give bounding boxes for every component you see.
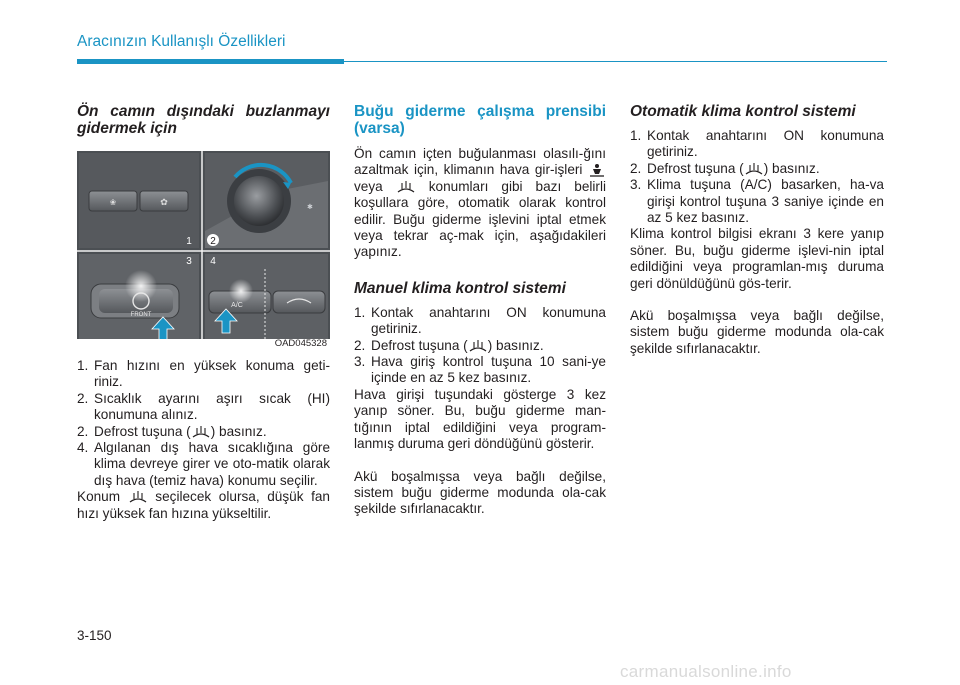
climate-panel-figure bbox=[77, 151, 330, 351]
list-item: 3. Hava giriş kontrol tuşuna 10 sani-ye içinde en az 5 kez basınız. bbox=[354, 354, 606, 386]
column-1-list bbox=[77, 358, 330, 522]
list-item: 2. Sıcaklık ayarını aşırı sıcak (HI) konumuna alınız. bbox=[77, 390, 330, 423]
svg-text:❀: ❀ bbox=[109, 198, 117, 207]
section-header: Aracınızın Kullanışlı Özellikleri bbox=[77, 33, 286, 50]
subheading-manual: Manuel klima kontrol sistemi bbox=[354, 279, 566, 297]
list-item: 1. Fan hızını en yüksek konuma geti-riniz. bbox=[77, 358, 330, 390]
defrost-icon bbox=[191, 425, 211, 440]
header-rule-thick bbox=[77, 59, 344, 64]
defrost-icon bbox=[396, 180, 416, 195]
climate-panel-illustration bbox=[77, 151, 330, 351]
defrost-icon bbox=[744, 162, 764, 177]
figure-caption-area bbox=[77, 339, 330, 353]
svg-text:2: 2 bbox=[210, 236, 216, 247]
column-2 bbox=[354, 103, 606, 518]
heading-defrost-outside: Ön camın dışındaki buzlanmayı gidermek için bbox=[77, 103, 330, 137]
paragraph: Akü boşalmışsa veya bağlı değilse, sistem buğu giderme modunda ola-cak şekilde sıfırlanacaktır. bbox=[630, 308, 884, 356]
defrost-icon bbox=[128, 490, 148, 505]
ac-button-label: A/C bbox=[231, 302, 243, 309]
column-3 bbox=[630, 103, 884, 357]
heading-auto-climate: Otomatik klima kontrol sistemi bbox=[630, 103, 856, 120]
header-rule-thin bbox=[344, 61, 887, 62]
list-item: 3. Klima tuşuna (A/C) basarken, ha-va girişi kontrol tuşuna 3 saniye içinde en az 5 kez basınız. bbox=[630, 177, 884, 226]
svg-text:✱: ✱ bbox=[307, 204, 313, 211]
list-item: 1. Kontak anahtarını ON konumuna getiriniz. bbox=[630, 128, 884, 160]
list-item: 2. Defrost tuşuna ( ) basınız. bbox=[354, 337, 544, 353]
figure-code: OAD045328 bbox=[274, 338, 327, 349]
page-number: 3-150 bbox=[77, 628, 112, 643]
front-button-label: FRONT bbox=[130, 312, 152, 318]
watermark: carmanualsonline.info bbox=[620, 662, 792, 681]
svg-text:3: 3 bbox=[186, 256, 192, 267]
paragraph: Ön camın içten buğulanması olasılı-ğını azaltmak için, klimanın hava gir-işleri veya konumları gibi bazı belirli koşullara göre, otomatik olarak kontrol edilir. Buğu giderme işlevini iptal etmek veya tekrar aç-mak için, aşağıdakileri yapınız. bbox=[354, 146, 606, 260]
svg-text:1: 1 bbox=[186, 236, 192, 247]
svg-text:✿: ✿ bbox=[160, 197, 168, 207]
paragraph: Konum seçilecek olursa, düşük fan hızı yüksek fan hızına yükseltilir. bbox=[77, 489, 330, 521]
heading-defog-logic: Buğu giderme çalışma prensibi (varsa) bbox=[354, 103, 606, 137]
paragraph: Akü boşalmışsa veya bağlı değilse, sistem buğu giderme modunda ola-cak şekilde sıfırlanacaktır. bbox=[354, 468, 606, 517]
list-item: 2. Defrost tuşuna ( ) basınız. bbox=[77, 423, 267, 439]
list-item: 2. Defrost tuşuna ( ) basınız. bbox=[630, 160, 820, 176]
list-item: 1. Kontak anahtarını ON konumuna getiriniz. bbox=[354, 304, 606, 337]
paragraph: Klima kontrol bilgisi ekranı 3 kere yanıp söner. Bu, buğu giderme işlevi-nin iptal edildiğini veya programlan-mış duruma geri dönüldüğünü gös-terir. bbox=[630, 226, 884, 291]
paragraph: Hava girişi tuşundaki gösterge 3 kez yanıp söner. Bu, buğu giderme man-tığının iptal edildiğini veya program-lanmış duruma geri döndüğünü gösterir. bbox=[354, 386, 606, 452]
svg-text:4: 4 bbox=[210, 256, 216, 267]
list-item: 4. Algılanan dış hava sıcaklığına göre klima devreye girer ve oto-matik olarak dış hava (temiz hava) konumu seçilir. bbox=[77, 440, 330, 488]
column-1 bbox=[77, 103, 330, 137]
defrost-icon bbox=[468, 339, 488, 354]
floor-defrost-icon bbox=[588, 163, 606, 178]
